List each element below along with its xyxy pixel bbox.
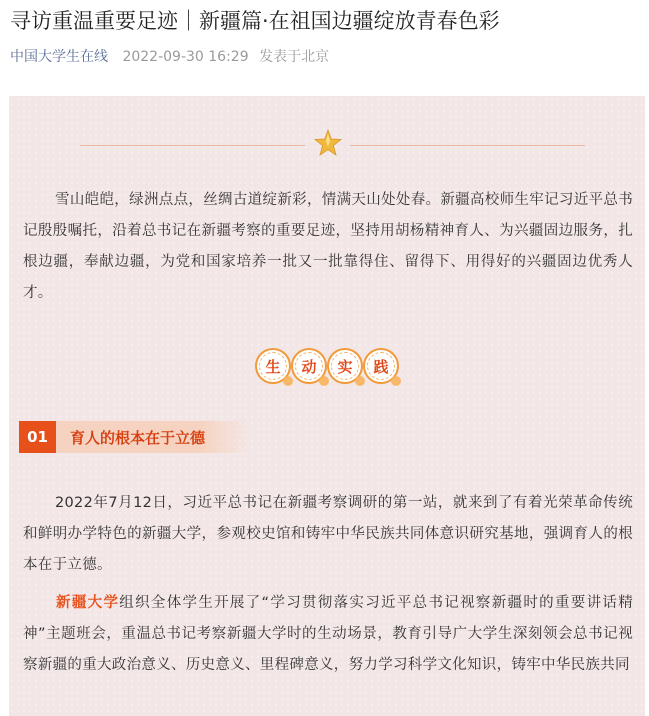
badge-char-2: 动 — [291, 348, 327, 384]
body-text-1: 2022年7月12日，习近平总书记在新疆考察调研的第一站，就来到了有着光荣革命传统和鲜明办学特色的新疆大学，参观校史馆和铸牢中华民族共同体意识研究基地，强调育人的根本在于立德。 — [23, 495, 633, 573]
publish-location: 发表于北京 — [259, 49, 330, 65]
intro-text: 雪山皑皑，绿洲点点，丝绸古道绽新彩，情满天山处处春。新疆高校师生牢记习近平总书记殷殷嘱托，沿着总书记在新疆考察的重要足迹，坚持用胡杨精神育人、为兴疆固边服务，扎根边疆，奉献边疆，为党和国家培养一批又一批靠得住、留得下、用得好的兴疆固边优秀人才。 — [23, 192, 633, 301]
section-number: 01 — [19, 421, 56, 453]
article-meta — [10, 47, 329, 67]
ornament-divider-left — [80, 145, 305, 146]
body-text-2: 组织全体学生开展了“学习贯彻落实习近平总书记视察新疆时的重要讲话精神”主题班会，重温总书记考察新疆大学时的生动场景，教育引导广大学生深刻领会总书记视察新疆的重大政治意义、历史意义、里程碑意义，努力学习科学文化知识，铸牢中华民族共同 — [23, 595, 633, 673]
intro-paragraph — [23, 185, 633, 309]
badge-char-3: 实 — [327, 348, 363, 384]
section-heading — [19, 421, 249, 453]
badge-group — [253, 348, 403, 390]
account-name-link[interactable]: 中国大学生在线 — [10, 49, 108, 65]
ornament-divider-right — [350, 145, 585, 146]
publish-datetime: 2022-09-30 16:29 — [122, 49, 249, 65]
badge-char-4: 践 — [363, 348, 399, 384]
section-title: 育人的根本在于立德 — [56, 421, 249, 453]
body-paragraph-2 — [23, 588, 633, 681]
body-paragraph-1 — [23, 488, 633, 581]
badge-char-1: 生 — [255, 348, 291, 384]
article-title: 寻访重温重要足迹｜新疆篇·在祖国边疆绽放青春色彩 — [10, 9, 500, 33]
star-ornament-icon — [313, 128, 343, 158]
highlight-university-name: 新疆大学 — [55, 595, 120, 611]
